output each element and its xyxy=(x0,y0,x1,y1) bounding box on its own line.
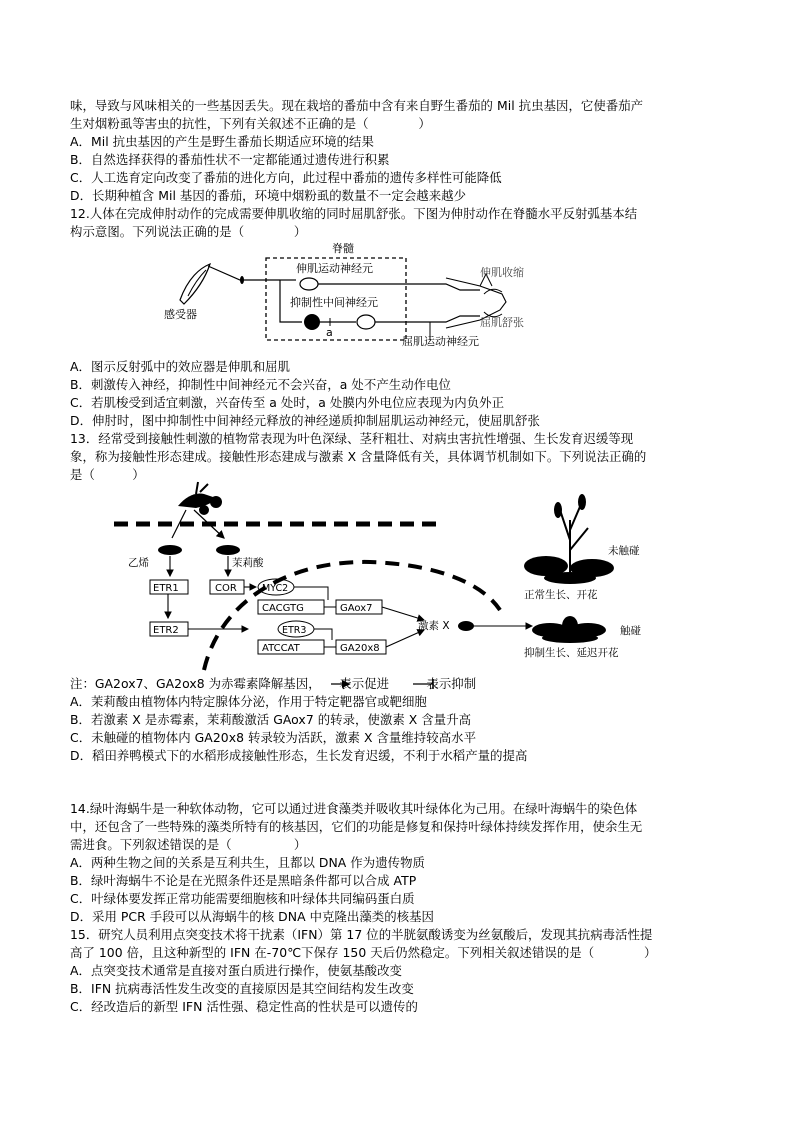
q15-stem-line2: 高了 100 倍，且这种新型的 IFN 在-70℃下保存 150 天后仍然稳定。下列相关叙述错误的是（ ） xyxy=(70,945,657,960)
extensor-contract-label: 伸肌收缩 xyxy=(480,266,524,279)
inhibitory-interneuron-label: 抑制性中间神经元 xyxy=(290,296,378,309)
ga20x8-label: GA20x8 xyxy=(340,643,380,654)
afferent-nerve xyxy=(208,266,280,280)
flexor-relax-label: 屈肌舒张 xyxy=(480,316,524,329)
reflex-arc-diagram xyxy=(150,238,570,350)
q12-option-c: C．若肌梭受到适宜刺激，兴奋传至 a 处时，a 处膜内外电位应表现为内负外正 xyxy=(70,395,505,410)
untouched-label: 未触碰 xyxy=(608,545,640,557)
q12-option-a: A．图示反射弧中的效应器是伸肌和屈肌 xyxy=(70,359,291,374)
q14-option-d: D．采用 PCR 手段可以从海蜗牛的核 DNA 中克隆出藻类的核基因 xyxy=(70,909,434,924)
q12-option-b: B．刺激传入神经，抑制性中间神经元不会兴奋，a 处不产生动作电位 xyxy=(70,377,451,392)
myc2-label: MYC2 xyxy=(262,583,289,594)
q15-stem-line1: 15．研究人员利用点突变技术将干扰素（IFN）第 17 位的半胱氨酸诱变为丝氨酸后，发现其抗病毒活性提 xyxy=(70,927,653,942)
extensor-motor-neuron-body xyxy=(300,278,318,290)
etr1-label: ETR1 xyxy=(153,583,179,594)
q15-option-a: A．点突变技术通常是直接对蛋白质进行操作，使氨基酸改变 xyxy=(70,963,402,978)
touched-plant-icon xyxy=(532,616,606,643)
legend-symbols xyxy=(327,676,447,692)
q14-stem-line1: 14.绿叶海蜗牛是一种软体动物，它可以通过进食藻类并吸收其叶绿体化为己用。在绿叶海蜗牛的染色体 xyxy=(70,801,638,816)
q13-option-b: B．若激素 X 是赤霉素，茉莉酸激活 GAox7 的转录，使激素 X 含量升高 xyxy=(70,712,472,727)
untouched-plant-icon xyxy=(524,494,614,584)
q14-option-a: A．两种生物之间的关系是互利共生，且都以 DNA 作为遗传物质 xyxy=(70,855,425,870)
inhibitory-interneuron-body xyxy=(304,314,320,330)
cor-label: COR xyxy=(215,583,237,594)
q12-stem-line2: 构示意图。下列说法正确的是（ ） xyxy=(70,224,307,239)
q11-option-d: D．长期种植含 Mil 基因的番茄，环境中烟粉虱的数量不一定会越来越少 xyxy=(70,188,467,203)
q13-option-a: A．茉莉酸由植物体内特定腺体分泌，作用于特定靶器官或靶细胞 xyxy=(70,694,427,709)
q14-option-c: C．叶绿体要发挥正常功能需要细胞核和叶绿体共同编码蛋白质 xyxy=(70,891,415,906)
hormone-x-label: 激素 X xyxy=(418,620,450,632)
q13-option-d: D．稻田养鸭模式下的水稻形成接触性形态，生长发育迟缓，不利于水稻产量的提高 xyxy=(70,748,528,763)
jasmonic-acid-label: 茉莉酸 xyxy=(232,557,264,569)
receptor-label: 感受器 xyxy=(164,308,197,321)
atccat-label: ATCCAT xyxy=(262,643,300,654)
q13-stem-line1: 13．经常受到接触性刺激的植物常表现为叶色深绿、茎秆粗壮、对病虫害抗性增强、生长发育迟缓等现 xyxy=(70,431,634,446)
normal-growth-label: 正常生长、开花 xyxy=(524,589,598,601)
spinal-cord-label: 脊髓 xyxy=(332,242,354,255)
inhibited-growth-label: 抑制生长、延迟开花 xyxy=(524,647,619,659)
q11-option-a: A．Mil 抗虫基因的产生是野生番茄长期适应环境的结果 xyxy=(70,134,374,149)
etr2-label: ETR2 xyxy=(153,625,179,636)
point-a-label: a xyxy=(326,326,333,339)
ganglion xyxy=(240,276,244,284)
q14-stem-line2: 中，还包含了一些特殊的藻类所特有的核基因，它们的功能是修复和保持叶绿体持续发挥作用，使余生无 xyxy=(70,819,643,834)
q14-option-b: B．绿叶海蜗牛不论是在光照条件还是黑暗条件都可以合成 ATP xyxy=(70,873,417,888)
q15-option-c: C．经改造后的新型 IFN 活性强、稳定性高的性状是可以遗传的 xyxy=(70,999,418,1014)
touched-label: 触碰 xyxy=(620,625,641,637)
gaox7-label: GAox7 xyxy=(340,603,373,614)
cacgtg-label: CACGTG xyxy=(262,603,304,614)
ethylene-receptor xyxy=(158,545,182,555)
touch-morphogenesis-diagram xyxy=(100,480,680,676)
q13-stem-line3: 是（ ） xyxy=(70,467,145,482)
q11-option-c: C．人工选育定向改变了番茄的进化方向，此过程中番茄的遗传多样性可能降低 xyxy=(70,170,502,185)
q12-option-d: D．伸肘时，图中抑制性中间神经元释放的神经递质抑制屈肌运动神经元，使屈肌舒张 xyxy=(70,413,540,428)
flexor-motor-neuron-body xyxy=(357,315,375,329)
touched-leaf-icon xyxy=(210,496,222,508)
etr3-label: ETR3 xyxy=(282,625,307,636)
q15-option-b: B．IFN 抗病毒活性发生改变的直接原因是其空间结构发生改变 xyxy=(70,981,414,996)
q13-stem-line2: 象，称为接触性形态建成。接触性形态建成与激素 X 含量降低有关，具体调节机制如下。下列说法正确的 xyxy=(70,449,647,464)
q11-stem-line2: 生对烟粉虱等害虫的抗性，下列有关叙述不正确的是（ ） xyxy=(70,116,431,131)
hormone-x-node xyxy=(458,621,474,631)
q13-option-c: C．未触碰的植物体内 GA20x8 转录较为活跃，激素 X 含量维持较高水平 xyxy=(70,730,477,745)
q11-option-b: B．自然选择获得的番茄性状不一定都能通过遗传进行积累 xyxy=(70,152,390,167)
ethylene-label: 乙烯 xyxy=(128,557,149,569)
flexor-motor-neuron-label: 屈肌运动神经元 xyxy=(402,335,479,348)
extensor-motor-neuron-label: 伸肌运动神经元 xyxy=(296,262,373,275)
q13-note: 注：GA2ox7、GA2ox8 为赤霉素降解基因， 表示促进 表示抑制 xyxy=(70,676,477,691)
q11-stem-line1: 味，导致与风味相关的一些基因丢失。现在栽培的番茄中含有来自野生番茄的 Mil 抗虫基因，它使番茄产 xyxy=(70,98,644,113)
q12-stem-line1: 12.人体在完成伸肘动作的完成需要伸肌收缩的同时屈肌舒张。下图为伸肘动作在脊髓水平反射弧基本结 xyxy=(70,206,638,221)
jasmonic-acid-receptor xyxy=(216,545,240,555)
q14-stem-line3: 需进食。下列叙述错误的是（ ） xyxy=(70,837,307,852)
